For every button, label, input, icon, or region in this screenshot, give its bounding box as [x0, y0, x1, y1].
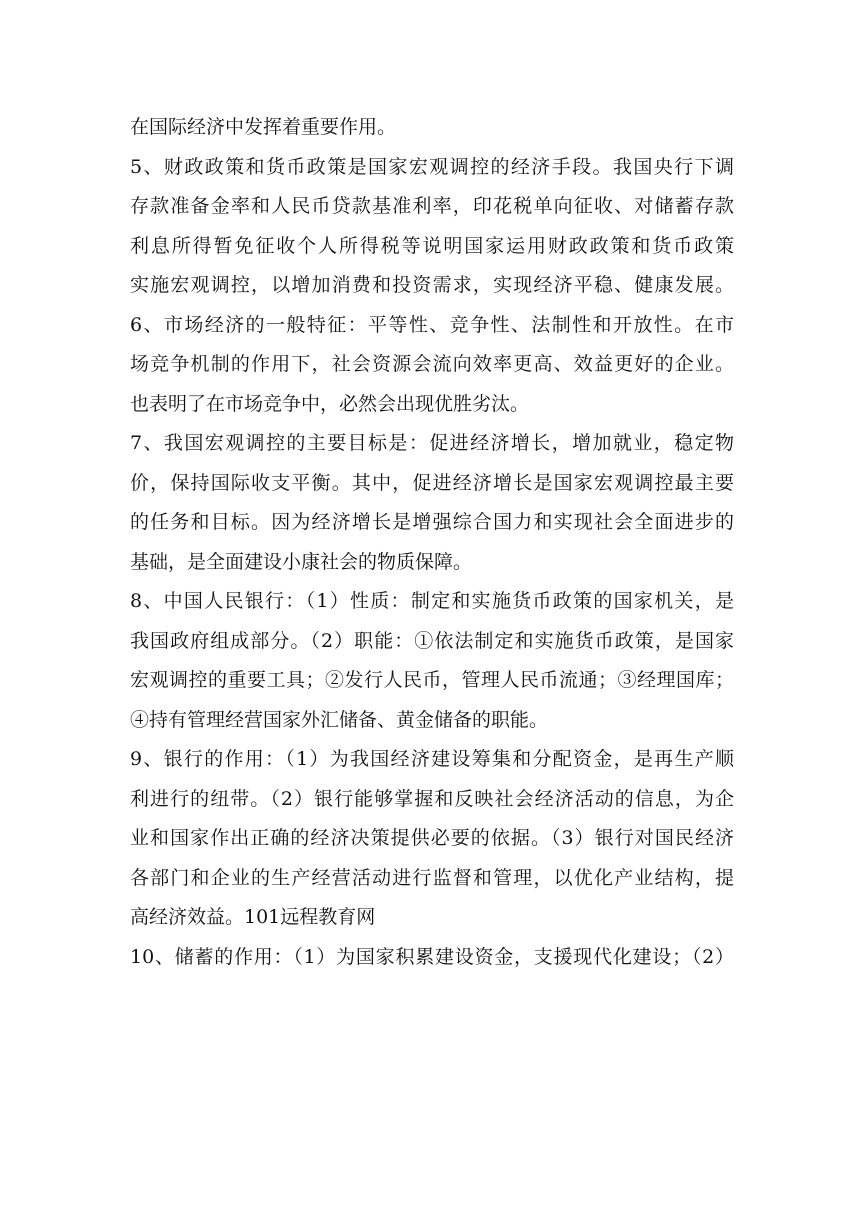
text-line: 宏观调控的重要工具；②发行人民币，管理人民币流通；③经理国库； [130, 669, 734, 691]
text-line: 各部门和企业的生产经营活动进行监督和管理，以优化产业结构，提 [130, 866, 734, 889]
text-line: 在国际经济中发挥着重要作用。 [130, 116, 397, 138]
text-line: 9、银行的作用：（1）为我国经济建设筹集和分配资金，是再生产顺 [130, 748, 734, 770]
text-line: 6、市场经济的一般特征：平等性、竞争性、法制性和开放性。在市 [130, 313, 734, 336]
text-line: 5、财政政策和货币政策是国家宏观调控的经济手段。我国央行下调 [130, 155, 734, 178]
text-line: 业和国家作出正确的经济决策提供必要的依据。（3）银行对国民经济 [130, 827, 734, 849]
text-line: 利进行的纽带。（2）银行能够掌握和反映社会经济活动的信息，为企 [130, 787, 734, 810]
text-line: 场竞争机制的作用下，社会资源会流向效率更高、效益更好的企业。 [130, 353, 734, 375]
text-line: 我国政府组成部分。（2）职能：①依法制定和实施货币政策，是国家 [130, 629, 734, 652]
text-line: 也表明了在市场竞争中，必然会出现优胜劣汰。 [130, 392, 530, 415]
text-line: 价，保持国际收支平衡。其中，促进经济增长是国家宏观调控最主要 [130, 471, 734, 494]
text-line: 10、储蓄的作用：（1）为国家积累建设资金，支援现代化建设；（2） [130, 945, 734, 968]
text-line: 实施宏观调控，以增加消费和投资需求，实现经济平稳、健康发展。 [130, 274, 734, 296]
text-line: 高经济效益。101远程教育网 [130, 906, 376, 928]
text-line: 的任务和目标。因为经济增长是增强综合国力和实现社会全面进步的 [130, 511, 734, 533]
text-line: 存款准备金率和人民币贷款基准利率，印花税单向征收、对储蓄存款 [130, 195, 734, 217]
text-line: 基础，是全面建设小康社会的物质保障。 [130, 550, 473, 573]
text-line: 7、我国宏观调控的主要目标是：促进经济增长，增加就业，稳定物 [130, 432, 734, 454]
text-line: 8、中国人民银行：（1）性质：制定和实施货币政策的国家机关，是 [130, 590, 734, 612]
document-body [130, 108, 734, 977]
text-line: ④持有管理经营国家外汇储备、黄金储备的职能。 [130, 708, 549, 731]
text-line: 利息所得暂免征收个人所得税等说明国家运用财政政策和货币政策 [130, 234, 734, 257]
